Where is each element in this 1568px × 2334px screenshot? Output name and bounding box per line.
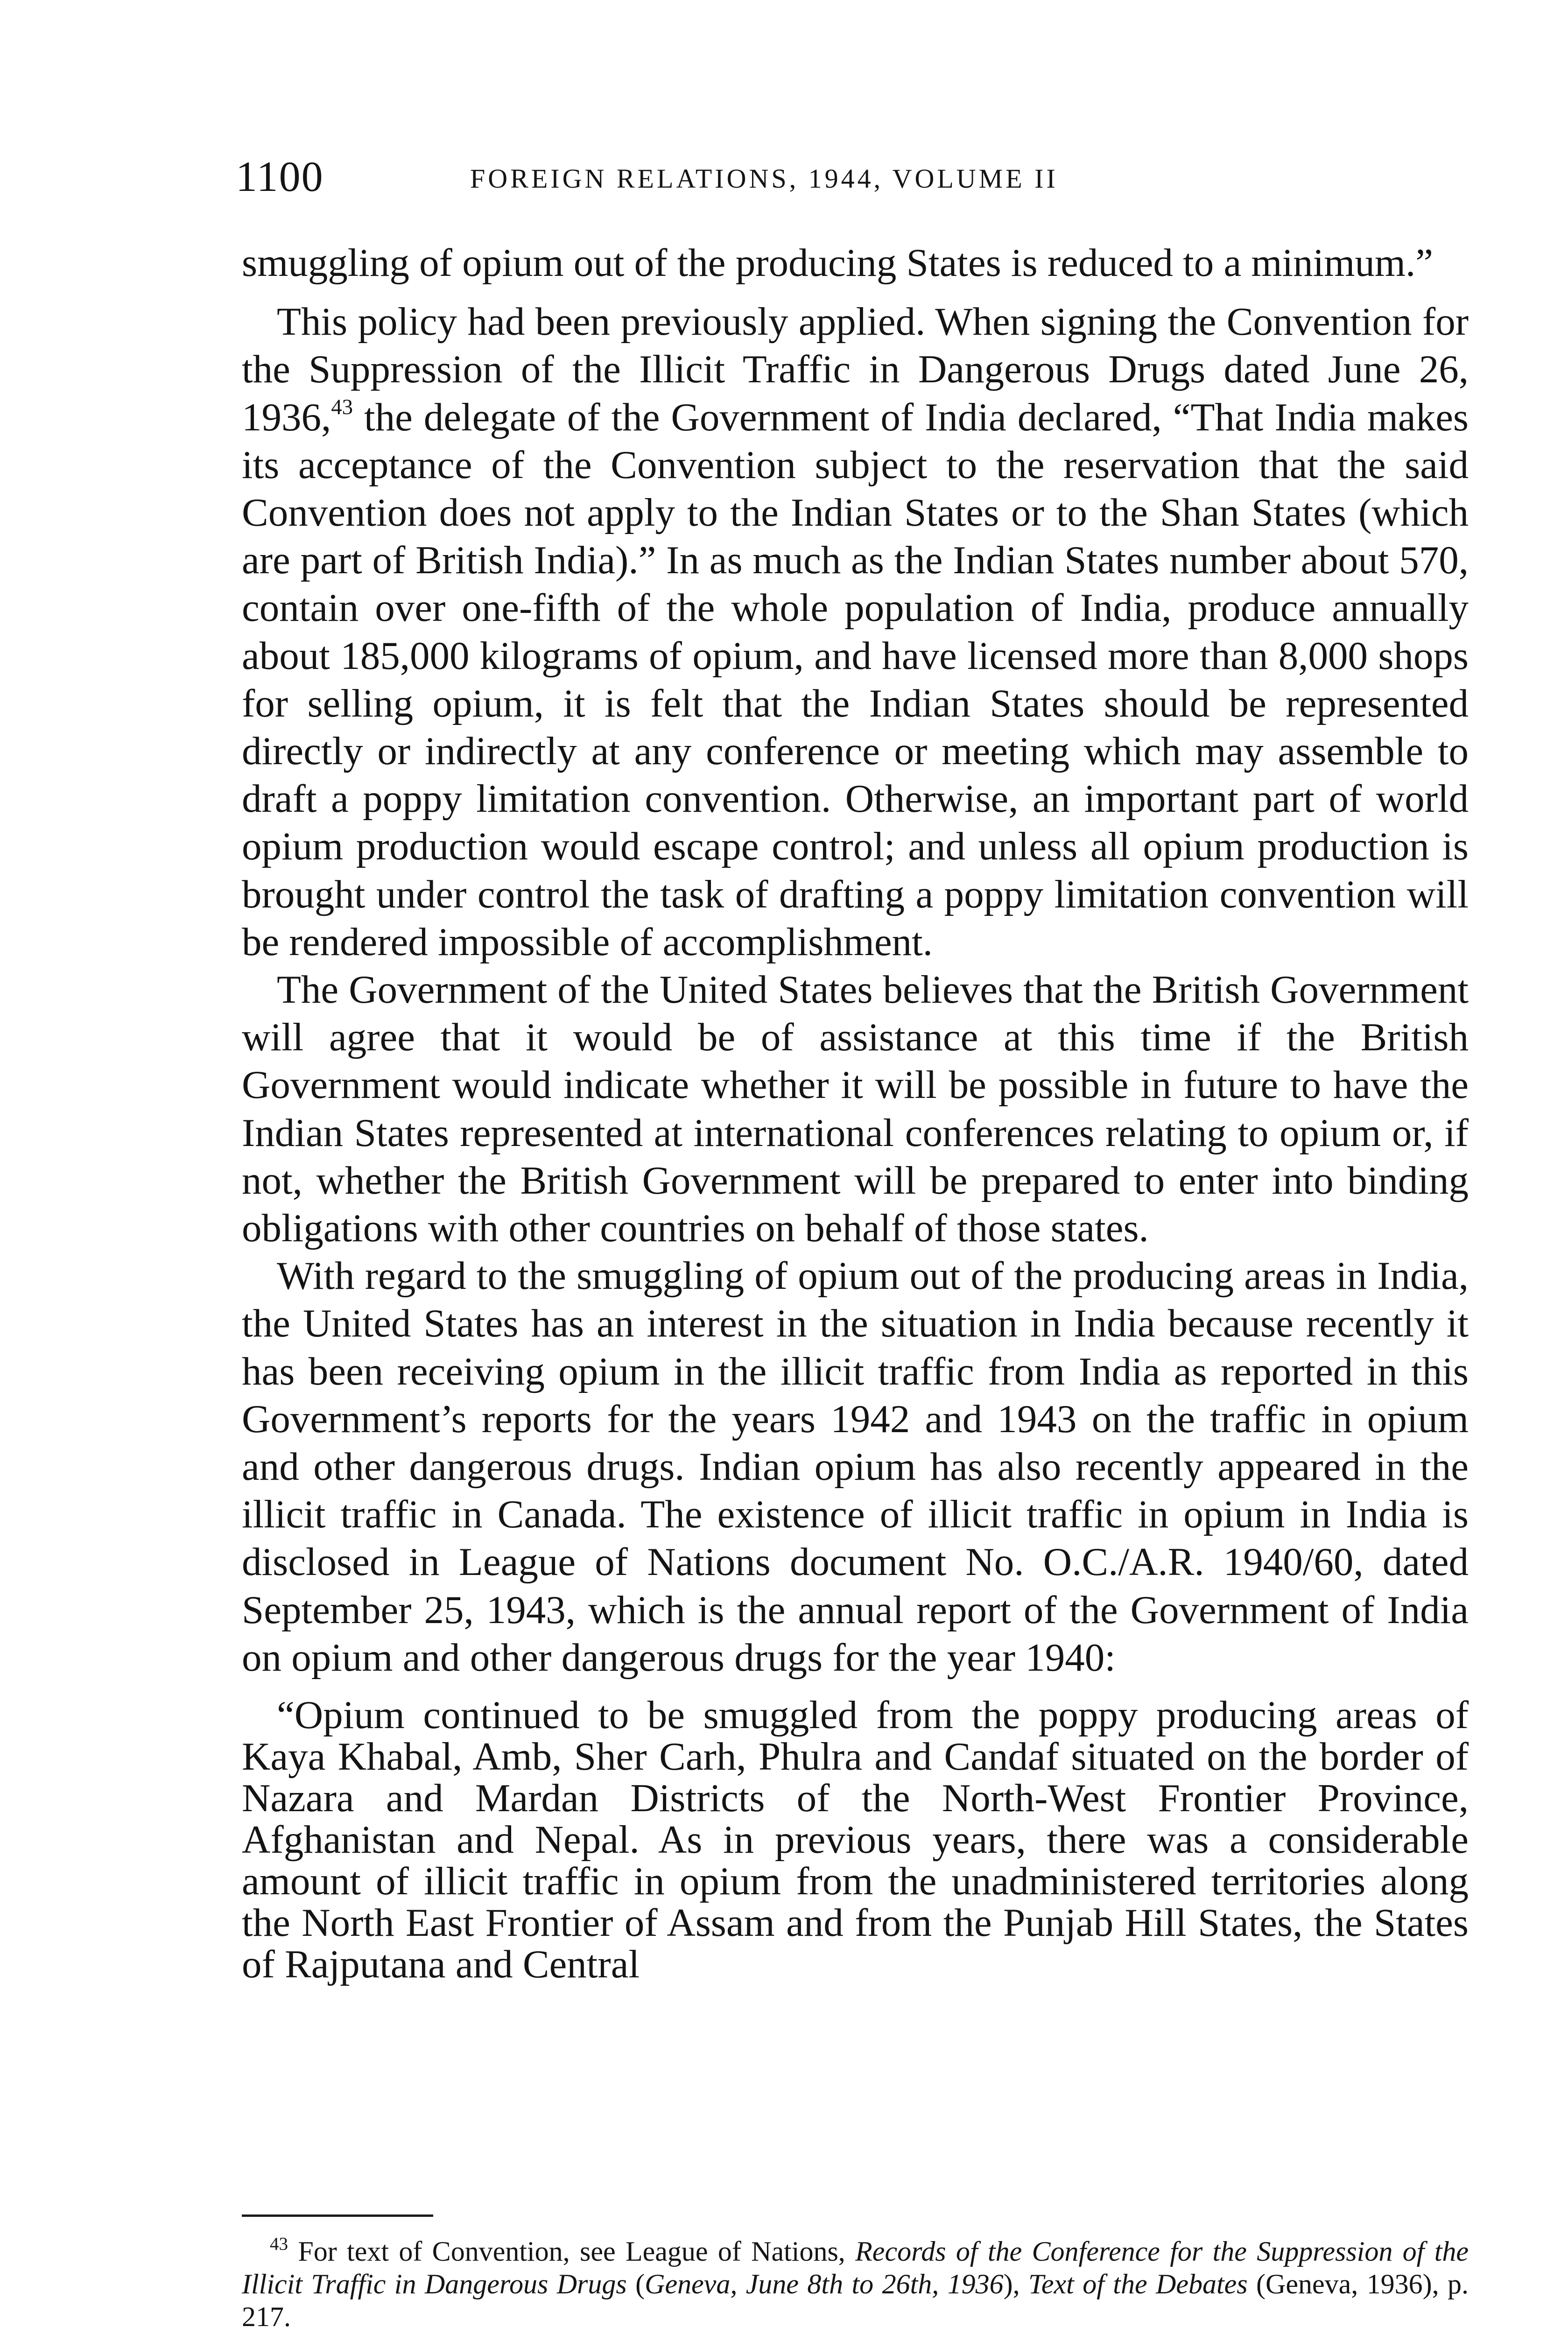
running-header xyxy=(236,152,1469,203)
paragraph-policy-text-b: the delegate of the Government of India declared, “That India makes its acceptance of the Convention subject to the reservation that the said Convention does not apply to the Indian States or to the Shan States (which are part of British India).” In as much as the Indian States number about 570, contain over one-fifth of the whole population of India, produce annually about 185,000 kilograms of opium, and have licensed more than 8,000 shops for selling opium, it is felt that the Indian States should be represented directly or indirectly at any conference or meeting which may assemble to draft a poppy limitation convention. Otherwise, an important part of world opium production would escape control; and unless all opium production is brought under control the task of drafting a poppy limitation convention will be rendered impossible of accomplishment. xyxy=(242,395,1469,964)
footnote-marker: 43 xyxy=(270,2234,288,2254)
footnote xyxy=(242,2235,1469,2333)
running-title: FOREIGN RELATIONS, 1944, VOLUME II xyxy=(470,163,1058,194)
body-text xyxy=(242,239,1469,1985)
footnote-text-a: For text of Convention, see League of Nations, xyxy=(288,2236,856,2267)
paragraph-continuation: smuggling of opium out of the producing States is reduced to a minimum.” xyxy=(242,241,1433,285)
page-number: 1100 xyxy=(236,153,324,200)
footnote-place: Geneva, June 8th to 26th, 1936 xyxy=(645,2269,1004,2299)
paragraph-policy-text-a: This policy had been previously applied. When signing the Convention for the Suppression of the Illicit Traffic in Dangerous Drugs dated June 26, 1936, xyxy=(242,300,1469,439)
footnote-text-c: ), xyxy=(1003,2269,1029,2299)
footnote-reference: 43 xyxy=(331,394,353,419)
footnote-title: Records of the Conference for the Suppression of the Illicit Traffic in Dangerous Drugs xyxy=(242,2236,1469,2299)
block-quote: “Opium continued to be smuggled from the poppy producing areas of Kaya Khabal, Amb, Sher Carh, Phulra and Candaf situated on the border of Nazara and Mardan Districts of the North-West Frontier Province, Afghanistan and Nepal. As in previous years, there was a considerable amount of illicit traffic in opium from the unadministered territories along the North East Frontier of Assam and from the Punjab Hill States, the States of Rajputana and Central xyxy=(242,1693,1469,1987)
footnote-divider xyxy=(242,2214,433,2217)
footnote-text-b: ( xyxy=(626,2269,645,2299)
paragraph-government: The Government of the United States believes that the British Government will agree that it would be of assistance at this time if the British Government would indicate whether it will be possible in future to have the Indian States represented at international conferences relating to opium or, if not, whether the British Government will be prepared to enter into binding obligations with other countries on behalf of those states. xyxy=(242,968,1469,1251)
footnote-text-d: (Geneva, 1936), p. 217. xyxy=(242,2269,1469,2332)
paragraph-smuggling: With regard to the smuggling of opium out of the producing areas in India, the United States has an interest in the situation in India because recently it has been receiving opium in the illicit traffic from India as reported in this Government’s reports for the years 1942 and 1943 on the traffic in opium and other dangerous drugs. Indian opium has also recently appeared in the illicit traffic in Canada. The existence of illicit traffic in opium in India is disclosed in League of Nations document No. O.C./A.R. 1940/60, dated September 25, 1943, which is the annual report of the Government of India on opium and other dangerous drugs for the year 1940: xyxy=(242,1254,1469,1680)
paragraph-policy xyxy=(242,298,1469,966)
footnote-debates: Text of the Debates xyxy=(1028,2269,1248,2299)
